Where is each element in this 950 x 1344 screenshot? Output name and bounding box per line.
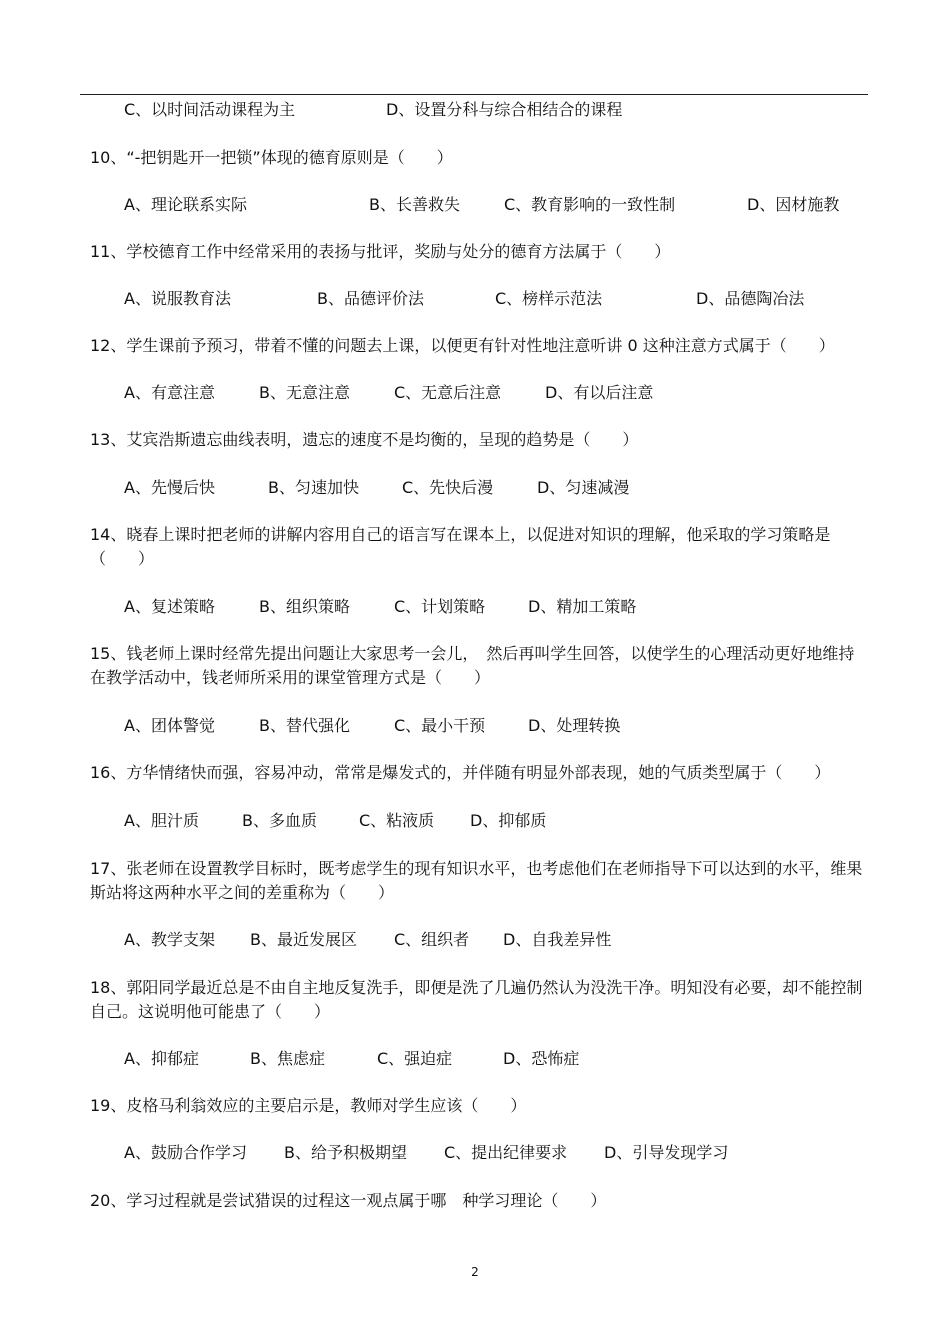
option-d: D、自我差异性 <box>503 930 612 949</box>
question-12: 12、学生课前予预习，带着不懂的问题去上课，以便更有针对性地注意听讲 0 这种注意方式属于（ ） <box>90 336 835 355</box>
option-d: D、引导发现学习 <box>604 1143 729 1162</box>
option-d: D、品德陶冶法 <box>696 289 805 308</box>
page-number: 2 <box>471 1265 479 1279</box>
option-c: C、以时间活动课程为主 <box>124 100 296 119</box>
question-11: 11、学校德育工作中经常采用的表扬与批评，奖励与处分的德育方法属于（ ） <box>90 242 671 261</box>
option-a: A、鼓励合作学习 <box>124 1143 247 1162</box>
options-row-q9 <box>124 98 884 122</box>
options-row-q15 <box>124 714 884 738</box>
header-rule <box>80 94 868 95</box>
option-d: D、有以后注意 <box>545 383 654 402</box>
option-c: C、无意后注意 <box>394 383 502 402</box>
option-b: B、无意注意 <box>259 383 350 402</box>
question-14: 14、晓春上课时把老师的讲解内容用自己的语言写在课本上，以促进对知识的理解，他采取的学习策略是（ ） <box>90 525 831 568</box>
question-17: 17、张老师在设置教学目标时，既考虑学生的现有知识水平，也考虑他们在老师指导下可以达到的水平，维果斯站将这两种水平之间的差重称为（ ） <box>90 859 863 902</box>
option-b: B、长善救失 <box>369 195 460 214</box>
option-a: A、团体警觉 <box>124 716 215 735</box>
option-b: B、焦虑症 <box>250 1049 325 1068</box>
option-c: C、计划策略 <box>394 597 486 616</box>
question-20: 20、学习过程就是尝试猎误的过程这一观点属于哪 种学习理论（ ） <box>90 1191 607 1210</box>
option-a: A、复述策略 <box>124 597 215 616</box>
question-13: 13、艾宾浩斯遗忘曲线表明，遗忘的速度不是均衡的，呈现的趋势是（ ） <box>90 430 639 449</box>
options-row-q11 <box>124 287 884 311</box>
option-a: A、胆汁质 <box>124 811 199 830</box>
option-a: A、先慢后快 <box>124 478 215 497</box>
option-a: A、教学支架 <box>124 930 215 949</box>
option-c: C、教育影响的一致性制 <box>504 195 676 214</box>
option-c: C、组织者 <box>394 930 470 949</box>
option-b: B、品德评价法 <box>317 289 424 308</box>
options-row-q17 <box>124 928 884 952</box>
option-c: C、榜样示范法 <box>495 289 603 308</box>
option-d: D、处理转换 <box>528 716 621 735</box>
options-row-q14 <box>124 595 884 619</box>
option-d: D、抑郁质 <box>470 811 547 830</box>
options-row-q18 <box>124 1047 884 1071</box>
options-row-q19 <box>124 1141 884 1165</box>
option-d: D、匀速减漫 <box>537 478 630 497</box>
option-b: B、多血质 <box>242 811 317 830</box>
option-d: D、因材施教 <box>747 195 840 214</box>
options-row-q16 <box>124 809 884 833</box>
question-19: 19、皮格马利翁效应的主要启示是，教师对学生应该（ ） <box>90 1096 527 1115</box>
options-row-q10 <box>124 193 884 217</box>
option-a: A、有意注意 <box>124 383 215 402</box>
option-c: C、强迫症 <box>377 1049 453 1068</box>
option-c: C、先快后漫 <box>402 478 494 497</box>
options-row-q12 <box>124 381 884 405</box>
option-a: A、抑郁症 <box>124 1049 199 1068</box>
options-row-q13 <box>124 476 884 500</box>
option-b: B、匀速加快 <box>268 478 359 497</box>
option-a: A、说服教育法 <box>124 289 231 308</box>
option-c: C、粘液质 <box>359 811 435 830</box>
option-b: B、给予积极期望 <box>284 1143 407 1162</box>
question-15: 15、钱老师上课时经常先提出问题让大家思考一会儿， 然后再叫学生回答，以使学生的心理活动更好地维持在教学活动中，钱老师所采用的课堂管理方式是（ ） <box>90 644 855 687</box>
option-c: C、提出纪律要求 <box>444 1143 568 1162</box>
question-10: 10、“-把钥匙开一把锁”体现的德育原则是（ ） <box>90 148 453 167</box>
option-d: D、精加工策略 <box>528 597 637 616</box>
option-d: D、恐怖症 <box>503 1049 580 1068</box>
option-b: B、替代强化 <box>259 716 350 735</box>
question-16: 16、方华情绪快而强，容易冲动，常常是爆发式的，并伴随有明显外部表现，她的气质类型属于（ ） <box>90 763 831 782</box>
option-d: D、设置分科与综合相结合的课程 <box>386 100 623 119</box>
option-b: B、组织策略 <box>259 597 350 616</box>
option-c: C、最小干预 <box>394 716 486 735</box>
question-18: 18、郭阳同学最近总是不由自主地反复洗手，即便是洗了几遍仍然认为没洗干净。明知没有必要，却不能控制自己。这说明他可能患了（ ） <box>90 978 863 1021</box>
option-a: A、理论联系实际 <box>124 195 247 214</box>
option-b: B、最近发展区 <box>250 930 357 949</box>
